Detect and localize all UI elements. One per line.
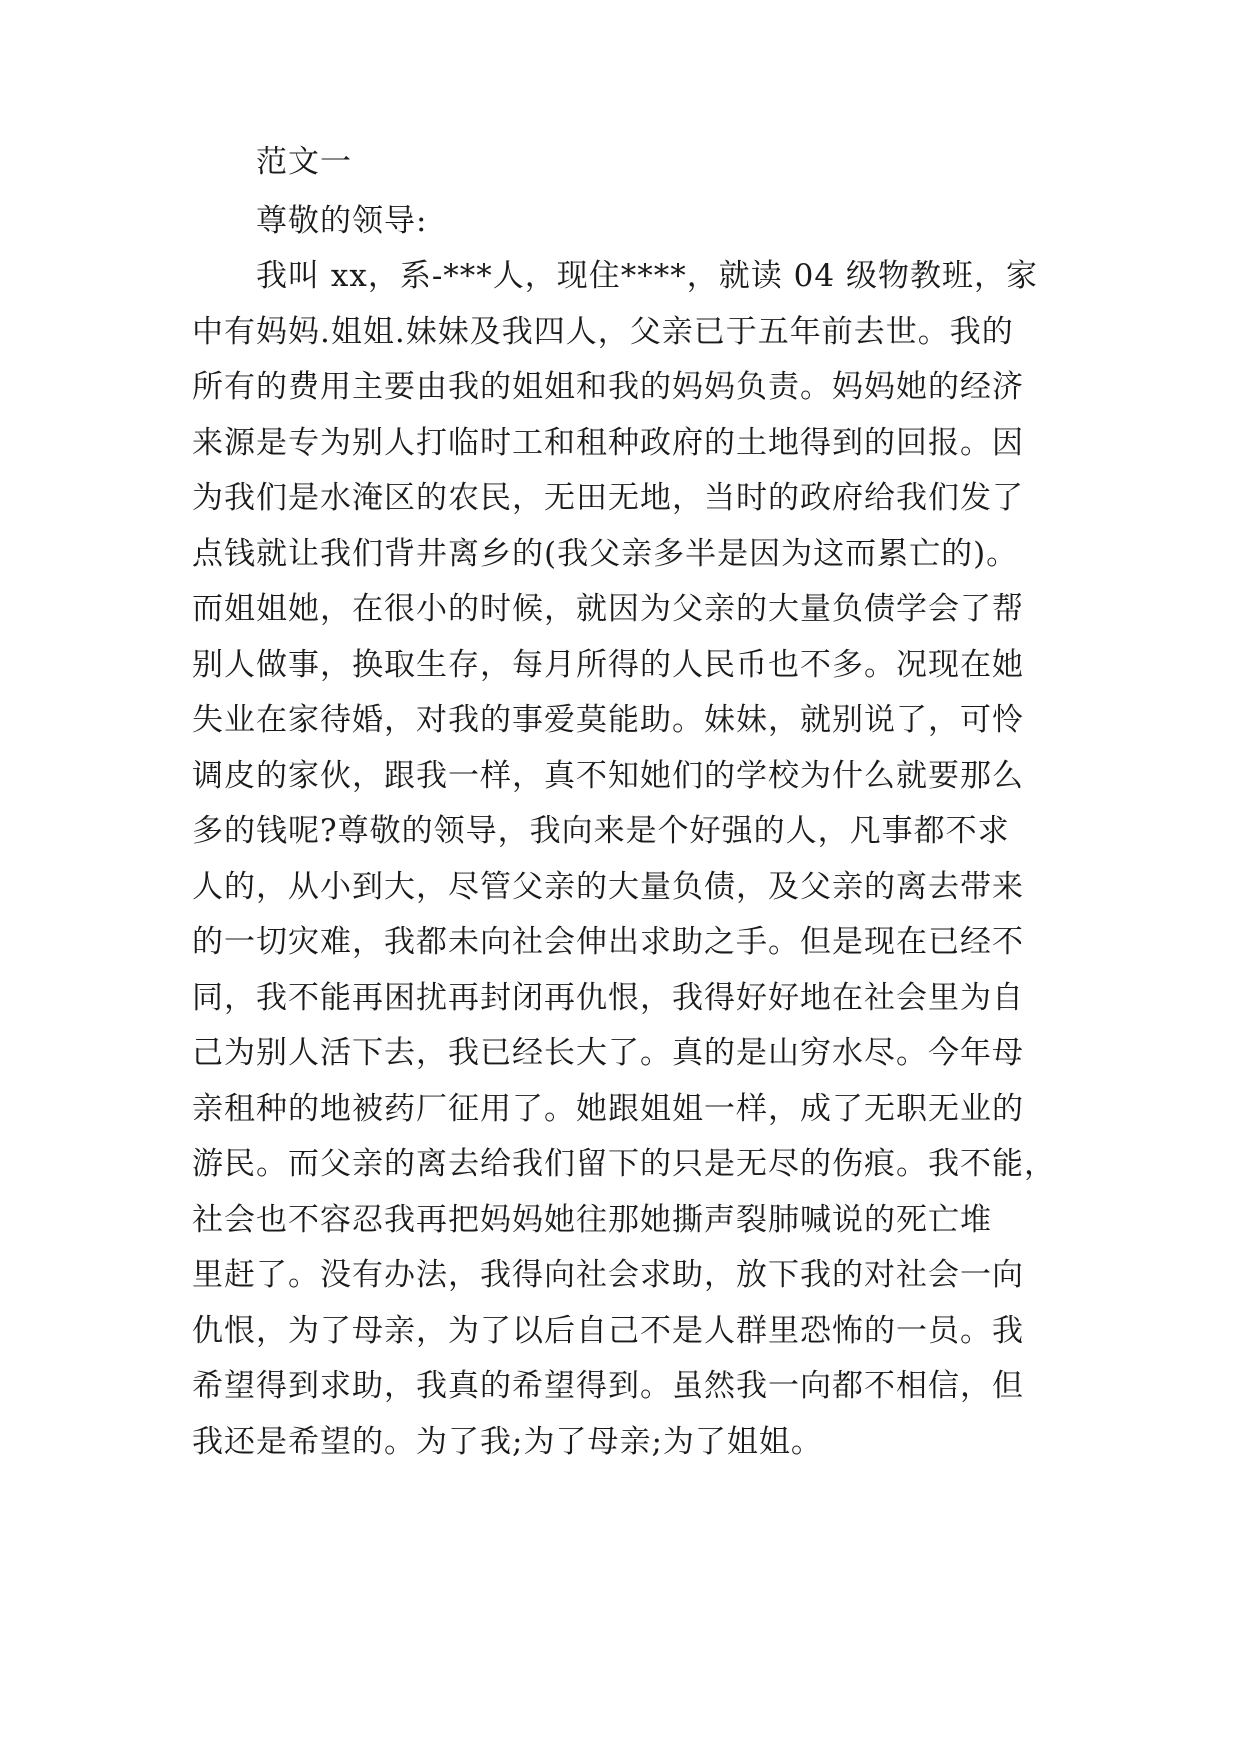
body-line: 里赶了。没有办法，我得向社会求助，放下我的对社会一向 xyxy=(192,1257,1024,1293)
body-line: 别人做事，换取生存，每月所得的人民币也不多。况现在她 xyxy=(192,647,1024,683)
body-line: 的一切灾难，我都未向社会伸出求助之手。但是现在已经不 xyxy=(192,924,1024,960)
body-line: 同，我不能再困扰再封闭再仇恨，我得好好地在社会里为自 xyxy=(192,980,1024,1016)
body-line: 希望得到求助，我真的希望得到。虽然我一向都不相信，但 xyxy=(192,1368,1024,1404)
body-line: 为我们是水淹区的农民，无田无地，当时的政府给我们发了 xyxy=(192,480,1024,516)
body-line: 我还是希望的。为了我;为了母亲;为了姐姐。 xyxy=(192,1424,823,1460)
body-line: 仇恨，为了母亲，为了以后自己不是人群里恐怖的一员。我 xyxy=(192,1313,1024,1349)
body-line: 游民。而父亲的离去给我们留下的只是无尽的伤痕。我不能， xyxy=(192,1146,1056,1182)
body-line: 点钱就让我们背井离乡的(我父亲多半是因为这而累亡的)。 xyxy=(192,536,1019,572)
body-line: 所有的费用主要由我的姐姐和我的妈妈负责。妈妈她的经济 xyxy=(192,369,1024,405)
body-line: 调皮的家伙，跟我一样，真不知她们的学校为什么就要那么 xyxy=(192,758,1024,794)
body-line: 而姐姐她，在很小的时候，就因为父亲的大量负债学会了帮 xyxy=(192,591,1024,627)
body-line: 我叫 xx，系-***人，现住****，就读 04 级物教班，家 xyxy=(256,258,1038,294)
body-line: 社会也不容忍我再把妈妈她往那她撕声裂肺喊说的死亡堆 xyxy=(192,1202,992,1238)
salutation: 尊敬的领导: xyxy=(256,203,428,239)
body-line: 失业在家待婚，对我的事爱莫能助。妹妹，就别说了，可怜 xyxy=(192,702,1024,738)
body-line: 多的钱呢?尊敬的领导，我向来是个好强的人，凡事都不求 xyxy=(192,813,1010,849)
document-heading: 范文一 xyxy=(256,144,352,180)
body-line: 来源是专为别人打临时工和租种政府的土地得到的回报。因 xyxy=(192,425,1024,461)
body-line: 己为别人活下去，我已经长大了。真的是山穷水尽。今年母 xyxy=(192,1035,1024,1071)
body-line: 人的，从小到大，尽管父亲的大量负债，及父亲的离去带来 xyxy=(192,869,1024,905)
body-line: 亲租种的地被药厂征用了。她跟姐姐一样，成了无职无业的 xyxy=(192,1091,1024,1127)
body-line: 中有妈妈.姐姐.妹妹及我四人，父亲已于五年前去世。我的 xyxy=(192,314,1014,350)
